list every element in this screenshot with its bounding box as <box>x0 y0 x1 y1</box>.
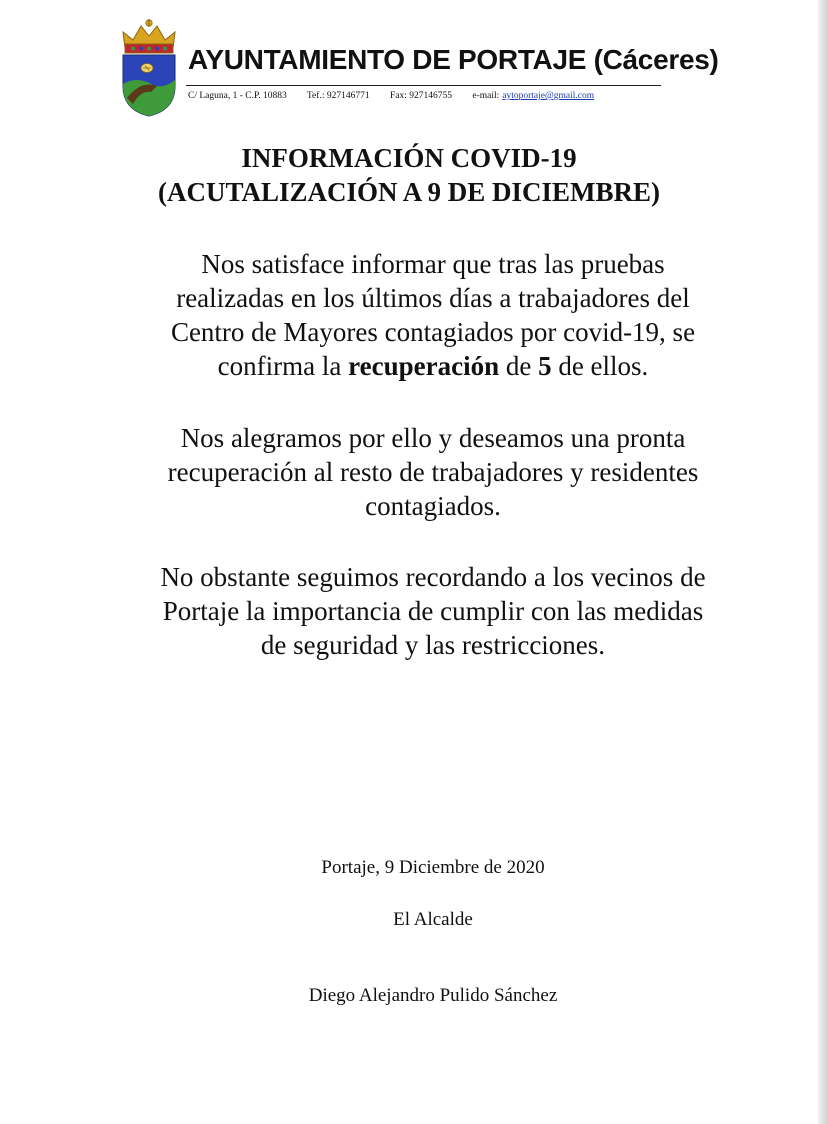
text-run: de ellos. <box>551 351 649 381</box>
paragraph-line: recuperación al resto de trabajadores y residentes <box>167 457 699 487</box>
emphasis-recuperacion: recuperación <box>348 351 500 381</box>
organization-name: AYUNTAMIENTO DE PORTAJE (Cáceres) <box>188 44 719 75</box>
email-label: e-mail: <box>472 91 500 101</box>
paragraph-line: Nos satisface informar que tras las pruebas <box>201 249 665 279</box>
paragraph-reminder <box>0 560 828 662</box>
paragraph-line: Nos alegramos por ello y deseamos una pronta <box>180 423 686 453</box>
header-divider <box>186 85 661 86</box>
place-date: Portaje, 9 Diciembre de 2020 <box>321 857 545 878</box>
text-run: confirma la <box>217 351 349 381</box>
paragraph-line: contagiados. <box>365 491 501 521</box>
title-line-2: (ACUTALIZACIÓN A 9 DE DICIEMBRE) <box>157 177 661 207</box>
signatory-name: Diego Alejandro Pulido Sánchez <box>308 985 558 1006</box>
address: C/ Laguna, 1 - C.P. 10883 <box>188 91 287 101</box>
page-edge <box>818 0 828 1124</box>
emphasis-count: 5 <box>538 351 552 381</box>
paragraph-line: No obstante seguimos recordando a los vecinos de <box>160 562 706 592</box>
fax: Fax: 927146755 <box>389 91 452 101</box>
text-run: de <box>499 351 539 381</box>
paragraph-line <box>0 349 828 383</box>
paragraph-line: realizadas en los últimos días a trabajadores del <box>176 283 690 313</box>
paragraph-line: Centro de Mayores contagiados por covid-19, se <box>170 317 696 347</box>
paragraph-wishes <box>0 421 828 523</box>
paragraph-line: Portaje la importancia de cumplir con las medidas <box>162 596 704 626</box>
coat-of-arms-icon <box>117 18 181 118</box>
paragraph-line: de seguridad y las restricciones. <box>260 630 606 660</box>
title-line-1: INFORMACIÓN COVID-19 <box>241 143 577 173</box>
contact-line <box>188 91 594 101</box>
phone: Tef.: 927146771 <box>306 91 370 101</box>
email-link[interactable]: aytoportaje@gmail.com <box>502 91 595 101</box>
signatory-role: El Alcalde <box>393 909 473 930</box>
paragraph-recovery <box>0 247 828 383</box>
